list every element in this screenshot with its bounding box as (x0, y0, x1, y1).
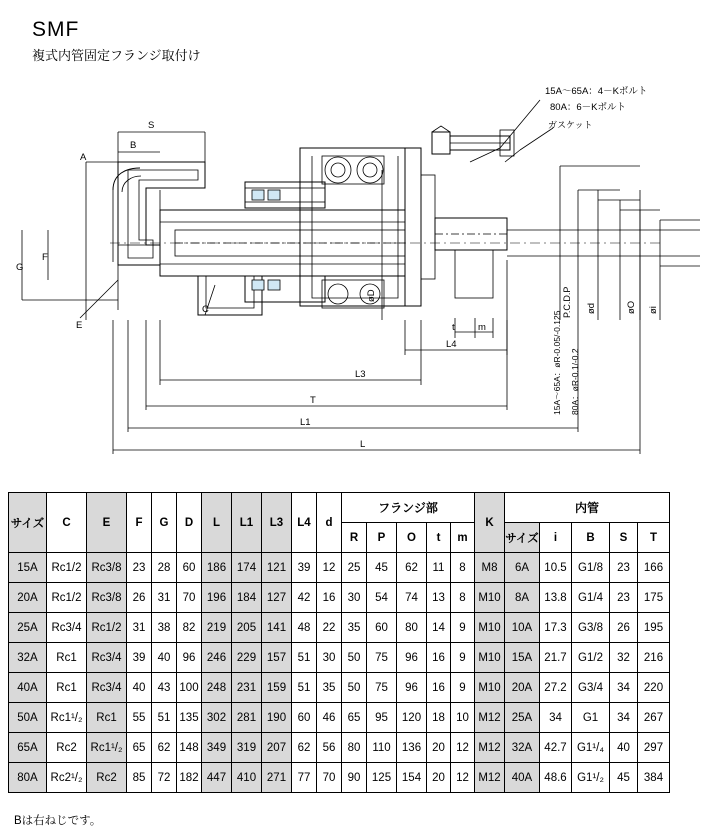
cell-S: 40 (610, 733, 638, 763)
col-header-G: G (152, 493, 177, 553)
cell-size: 15A (9, 553, 47, 583)
cell-D: 182 (177, 763, 202, 793)
cell-L: 447 (202, 763, 232, 793)
cell-inner-size: 8A (505, 583, 540, 613)
drawing-svg (0, 70, 703, 485)
cell-d: 35 (317, 673, 342, 703)
cell-C: Rc1¹/₂ (47, 703, 87, 733)
cell-t: 11 (427, 553, 451, 583)
cell-R: 90 (342, 763, 367, 793)
cell-T: 220 (638, 673, 670, 703)
group-header-flange: フランジ部 (342, 493, 475, 523)
cell-d: 46 (317, 703, 342, 733)
cell-m: 10 (451, 703, 475, 733)
dim-label-S: S (148, 120, 155, 131)
cell-D: 70 (177, 583, 202, 613)
cell-K: M8 (475, 553, 505, 583)
cell-t: 16 (427, 673, 451, 703)
cell-L3: 121 (262, 553, 292, 583)
cell-L4: 51 (292, 643, 317, 673)
cell-L4: 42 (292, 583, 317, 613)
dim-label-oO: øO (626, 300, 637, 314)
cell-P: 125 (367, 763, 397, 793)
col-header-K: K (475, 493, 505, 553)
table-row (9, 673, 670, 703)
cell-K: M12 (475, 733, 505, 763)
cell-D: 60 (177, 553, 202, 583)
dim-label-pcd: P.C.D.P (562, 286, 572, 318)
cell-E: Rc1 (87, 703, 127, 733)
cell-L1: 174 (232, 553, 262, 583)
cell-K: M12 (475, 763, 505, 793)
cell-O: 74 (397, 583, 427, 613)
cell-T: 166 (638, 553, 670, 583)
cell-size: 20A (9, 583, 47, 613)
cell-B: G1/2 (572, 643, 610, 673)
cell-C: Rc2 (47, 733, 87, 763)
cell-E: Rc1¹/₂ (87, 733, 127, 763)
cell-i: 17.3 (540, 613, 572, 643)
cell-size: 80A (9, 763, 47, 793)
cell-m: 9 (451, 643, 475, 673)
dim-label-od: ød (586, 302, 597, 314)
cell-F: 23 (127, 553, 152, 583)
cell-G: 40 (152, 643, 177, 673)
cell-T: 384 (638, 763, 670, 793)
cell-S: 26 (610, 613, 638, 643)
cell-G: 38 (152, 613, 177, 643)
cell-S: 23 (610, 583, 638, 613)
col-header-L1: L1 (232, 493, 262, 553)
cell-O: 80 (397, 613, 427, 643)
cell-m: 9 (451, 613, 475, 643)
cell-L4: 48 (292, 613, 317, 643)
cell-L3: 127 (262, 583, 292, 613)
cell-P: 95 (367, 703, 397, 733)
cell-t: 18 (427, 703, 451, 733)
cell-T: 195 (638, 613, 670, 643)
cell-inner-size: 40A (505, 763, 540, 793)
table-row (9, 613, 670, 643)
cell-m: 9 (451, 673, 475, 703)
cell-D: 100 (177, 673, 202, 703)
col-header-E: E (87, 493, 127, 553)
cell-R: 80 (342, 733, 367, 763)
cell-O: 96 (397, 643, 427, 673)
table-row (9, 643, 670, 673)
table-row (9, 583, 670, 613)
cell-L: 186 (202, 553, 232, 583)
cell-L3: 271 (262, 763, 292, 793)
cell-L1: 205 (232, 613, 262, 643)
cell-L3: 190 (262, 703, 292, 733)
col-header-L: L (202, 493, 232, 553)
cell-size: 32A (9, 643, 47, 673)
cell-L4: 39 (292, 553, 317, 583)
col-header-R: R (342, 523, 367, 553)
cell-size: 65A (9, 733, 47, 763)
col-header-P: P (367, 523, 397, 553)
cell-L1: 410 (232, 763, 262, 793)
cell-O: 62 (397, 553, 427, 583)
cell-t: 14 (427, 613, 451, 643)
cell-L4: 60 (292, 703, 317, 733)
cell-F: 26 (127, 583, 152, 613)
cell-L4: 62 (292, 733, 317, 763)
table-row (9, 763, 670, 793)
tolerance-15a-65a: 15A～65A：øR-0.05/-0.125 (552, 310, 562, 415)
cell-T: 267 (638, 703, 670, 733)
col-header-L4: L4 (292, 493, 317, 553)
cell-C: Rc1/2 (47, 583, 87, 613)
cell-T: 297 (638, 733, 670, 763)
callout-bolts-80a: 80A：6－Kボルト (550, 102, 627, 113)
dim-label-G: G (16, 262, 24, 273)
table-row (9, 703, 670, 733)
cell-D: 82 (177, 613, 202, 643)
cell-G: 51 (152, 703, 177, 733)
col-header-i: i (540, 523, 572, 553)
cell-B: G1 (572, 703, 610, 733)
cell-L1: 229 (232, 643, 262, 673)
cell-i: 48.6 (540, 763, 572, 793)
cell-S: 32 (610, 643, 638, 673)
technical-drawing (0, 70, 703, 485)
table-row (9, 553, 670, 583)
cell-d: 12 (317, 553, 342, 583)
cell-R: 30 (342, 583, 367, 613)
cell-G: 43 (152, 673, 177, 703)
cell-P: 110 (367, 733, 397, 763)
cell-m: 8 (451, 583, 475, 613)
cell-L1: 231 (232, 673, 262, 703)
cell-P: 75 (367, 673, 397, 703)
cell-K: M10 (475, 613, 505, 643)
cell-E: Rc2 (87, 763, 127, 793)
dim-label-m: m (478, 322, 486, 333)
page-subtitle: 複式内管固定フランジ取付け (32, 48, 201, 63)
cell-F: 65 (127, 733, 152, 763)
cell-size: 50A (9, 703, 47, 733)
cell-L3: 157 (262, 643, 292, 673)
cell-C: Rc2¹/₂ (47, 763, 87, 793)
cell-K: M10 (475, 583, 505, 613)
col-header-T: T (638, 523, 670, 553)
cell-R: 50 (342, 673, 367, 703)
dim-label-E: E (76, 320, 83, 331)
table-row (9, 733, 670, 763)
cell-P: 60 (367, 613, 397, 643)
cell-R: 35 (342, 613, 367, 643)
col-header-F: F (127, 493, 152, 553)
cell-T: 175 (638, 583, 670, 613)
cell-d: 70 (317, 763, 342, 793)
cell-E: Rc3/4 (87, 673, 127, 703)
spec-table-wrap (8, 492, 696, 793)
cell-S: 23 (610, 553, 638, 583)
cell-K: M10 (475, 643, 505, 673)
callout-gasket: ガスケット (548, 120, 593, 130)
tolerance-80a: 80A：øR-0.1/-0.2 (570, 348, 580, 415)
cell-G: 72 (152, 763, 177, 793)
cell-t: 20 (427, 733, 451, 763)
spec-table (8, 492, 670, 793)
cell-t: 13 (427, 583, 451, 613)
table-group-header-row (9, 493, 670, 523)
footnote: Bは右ねじです。 (14, 815, 102, 827)
col-header-D: D (177, 493, 202, 553)
cell-i: 10.5 (540, 553, 572, 583)
cell-size: 25A (9, 613, 47, 643)
cell-F: 40 (127, 673, 152, 703)
cell-C: Rc3/4 (47, 613, 87, 643)
dim-label-L1: L1 (300, 417, 311, 428)
col-header-d: d (317, 493, 342, 553)
cell-m: 12 (451, 733, 475, 763)
col-header-inner-size: サイズ (505, 523, 540, 553)
cell-S: 34 (610, 673, 638, 703)
cell-K: M10 (475, 673, 505, 703)
cell-d: 56 (317, 733, 342, 763)
col-header-S: S (610, 523, 638, 553)
dim-label-L3: L3 (355, 369, 366, 380)
col-header-B: B (572, 523, 610, 553)
cell-inner-size: 20A (505, 673, 540, 703)
cell-L1: 184 (232, 583, 262, 613)
col-header-O: O (397, 523, 427, 553)
cell-D: 148 (177, 733, 202, 763)
dim-label-B: B (130, 140, 137, 151)
cell-t: 16 (427, 643, 451, 673)
cell-L4: 51 (292, 673, 317, 703)
cell-i: 13.8 (540, 583, 572, 613)
dim-label-t: t (452, 322, 455, 333)
cell-inner-size: 10A (505, 613, 540, 643)
cell-L: 219 (202, 613, 232, 643)
cell-R: 50 (342, 643, 367, 673)
cell-O: 136 (397, 733, 427, 763)
cell-F: 55 (127, 703, 152, 733)
cell-m: 8 (451, 553, 475, 583)
col-header-L3: L3 (262, 493, 292, 553)
cell-C: Rc1 (47, 643, 87, 673)
cell-P: 45 (367, 553, 397, 583)
cell-R: 25 (342, 553, 367, 583)
cell-B: G1/8 (572, 553, 610, 583)
cell-B: G3/4 (572, 673, 610, 703)
cell-G: 28 (152, 553, 177, 583)
cell-E: Rc3/8 (87, 553, 127, 583)
dim-label-oi: øi (648, 306, 659, 314)
page-title: SMF (32, 18, 80, 41)
dim-label-A: A (80, 152, 87, 163)
cell-O: 96 (397, 673, 427, 703)
cell-P: 75 (367, 643, 397, 673)
cell-F: 85 (127, 763, 152, 793)
cell-R: 65 (342, 703, 367, 733)
cell-i: 27.2 (540, 673, 572, 703)
cell-K: M12 (475, 703, 505, 733)
cell-C: Rc1/2 (47, 553, 87, 583)
cell-inner-size: 15A (505, 643, 540, 673)
cell-i: 21.7 (540, 643, 572, 673)
cell-L3: 159 (262, 673, 292, 703)
cell-S: 34 (610, 703, 638, 733)
cell-L: 302 (202, 703, 232, 733)
col-header-t: t (427, 523, 451, 553)
cell-L1: 319 (232, 733, 262, 763)
cell-G: 31 (152, 583, 177, 613)
cell-B: G1¹/₂ (572, 763, 610, 793)
cell-G: 62 (152, 733, 177, 763)
cell-L: 349 (202, 733, 232, 763)
cell-L3: 141 (262, 613, 292, 643)
col-header-size: サイズ (9, 493, 47, 553)
cell-L3: 207 (262, 733, 292, 763)
cell-F: 31 (127, 613, 152, 643)
dim-label-L: L (360, 439, 366, 450)
group-header-inner: 内管 (505, 493, 670, 523)
cell-E: Rc1/2 (87, 613, 127, 643)
dim-label-C: C (202, 304, 209, 315)
cell-inner-size: 6A (505, 553, 540, 583)
cell-i: 42.7 (540, 733, 572, 763)
cell-L4: 77 (292, 763, 317, 793)
cell-P: 54 (367, 583, 397, 613)
cell-d: 22 (317, 613, 342, 643)
callout-bolts-15a-65a: 15A～65A：4－Kボルト (545, 86, 648, 97)
cell-L1: 281 (232, 703, 262, 733)
cell-i: 34 (540, 703, 572, 733)
col-header-C: C (47, 493, 87, 553)
cell-S: 45 (610, 763, 638, 793)
cell-m: 12 (451, 763, 475, 793)
cell-D: 96 (177, 643, 202, 673)
dim-label-F: F (42, 252, 48, 263)
cell-F: 39 (127, 643, 152, 673)
cell-B: G1/4 (572, 583, 610, 613)
col-header-m: m (451, 523, 475, 553)
cell-E: Rc3/8 (87, 583, 127, 613)
cell-O: 120 (397, 703, 427, 733)
cell-L: 248 (202, 673, 232, 703)
cell-B: G1¹/₄ (572, 733, 610, 763)
cell-d: 16 (317, 583, 342, 613)
cell-T: 216 (638, 643, 670, 673)
cell-size: 40A (9, 673, 47, 703)
cell-t: 20 (427, 763, 451, 793)
cell-D: 135 (177, 703, 202, 733)
cell-d: 30 (317, 643, 342, 673)
cell-B: G3/8 (572, 613, 610, 643)
dim-label-oD: øD (366, 289, 377, 302)
cell-C: Rc1 (47, 673, 87, 703)
cell-L: 196 (202, 583, 232, 613)
dim-label-L4: L4 (446, 339, 457, 350)
cell-E: Rc3/4 (87, 643, 127, 673)
cell-O: 154 (397, 763, 427, 793)
cell-L: 246 (202, 643, 232, 673)
dim-label-T: T (310, 395, 316, 406)
cell-inner-size: 32A (505, 733, 540, 763)
cell-inner-size: 25A (505, 703, 540, 733)
